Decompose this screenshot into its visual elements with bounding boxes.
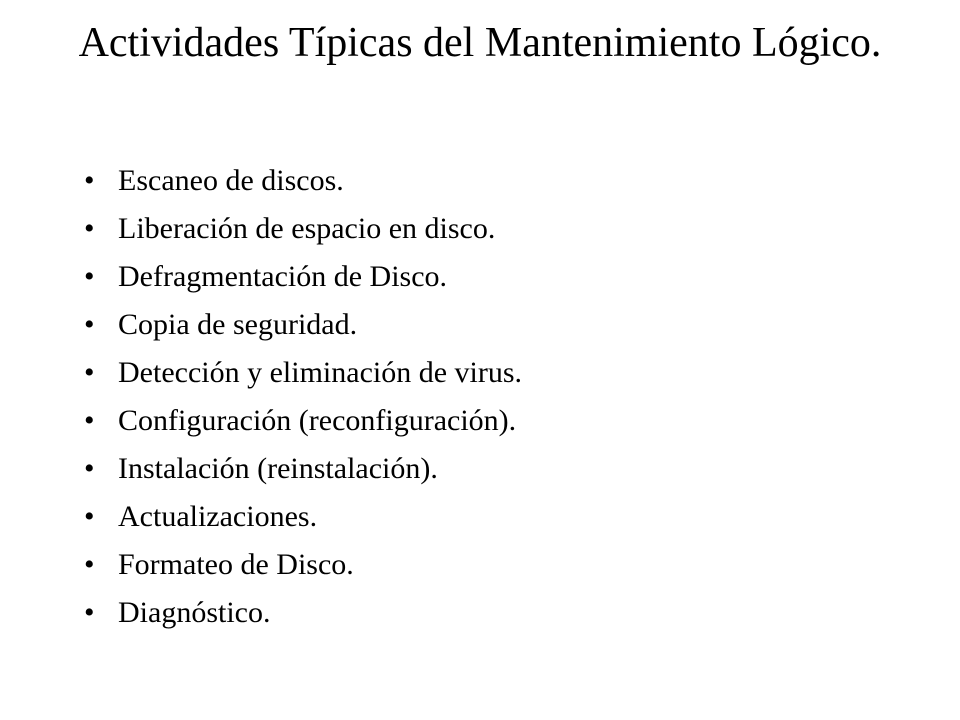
bullet-icon: • <box>84 164 95 197</box>
list-item-text: Diagnóstico. <box>118 596 271 629</box>
list-item-text: Instalación (reinstalación). <box>118 452 438 485</box>
list-item <box>84 352 904 400</box>
list-item <box>84 400 904 448</box>
list-item <box>84 256 904 304</box>
list-item <box>84 304 904 352</box>
bullet-icon: • <box>84 308 95 341</box>
list-item <box>84 544 904 592</box>
list-item <box>84 208 904 256</box>
bullet-icon: • <box>84 596 95 629</box>
list-item-text: Formateo de Disco. <box>118 548 354 581</box>
list-item <box>84 160 904 208</box>
bullet-list <box>84 160 904 640</box>
bullet-icon: • <box>84 260 95 293</box>
list-item-text: Actualizaciones. <box>118 500 318 533</box>
list-item <box>84 448 904 496</box>
bullet-icon: • <box>84 356 95 389</box>
bullet-icon: • <box>84 548 95 581</box>
list-item <box>84 592 904 640</box>
list-item-text: Defragmentación de Disco. <box>118 260 448 293</box>
bullet-icon: • <box>84 500 95 533</box>
list-item-text: Configuración (reconfiguración). <box>118 404 517 437</box>
list-item-text: Detección y eliminación de virus. <box>118 356 523 389</box>
list-item <box>84 496 904 544</box>
list-item-text: Escaneo de discos. <box>118 164 344 197</box>
bullet-icon: • <box>84 212 95 245</box>
bullet-icon: • <box>84 452 95 485</box>
list-item-text: Liberación de espacio en disco. <box>118 212 496 245</box>
list-item-text: Copia de seguridad. <box>118 308 358 341</box>
bullet-icon: • <box>84 404 95 437</box>
slide-title: Actividades Típicas del Mantenimiento Lógico. <box>78 20 882 66</box>
